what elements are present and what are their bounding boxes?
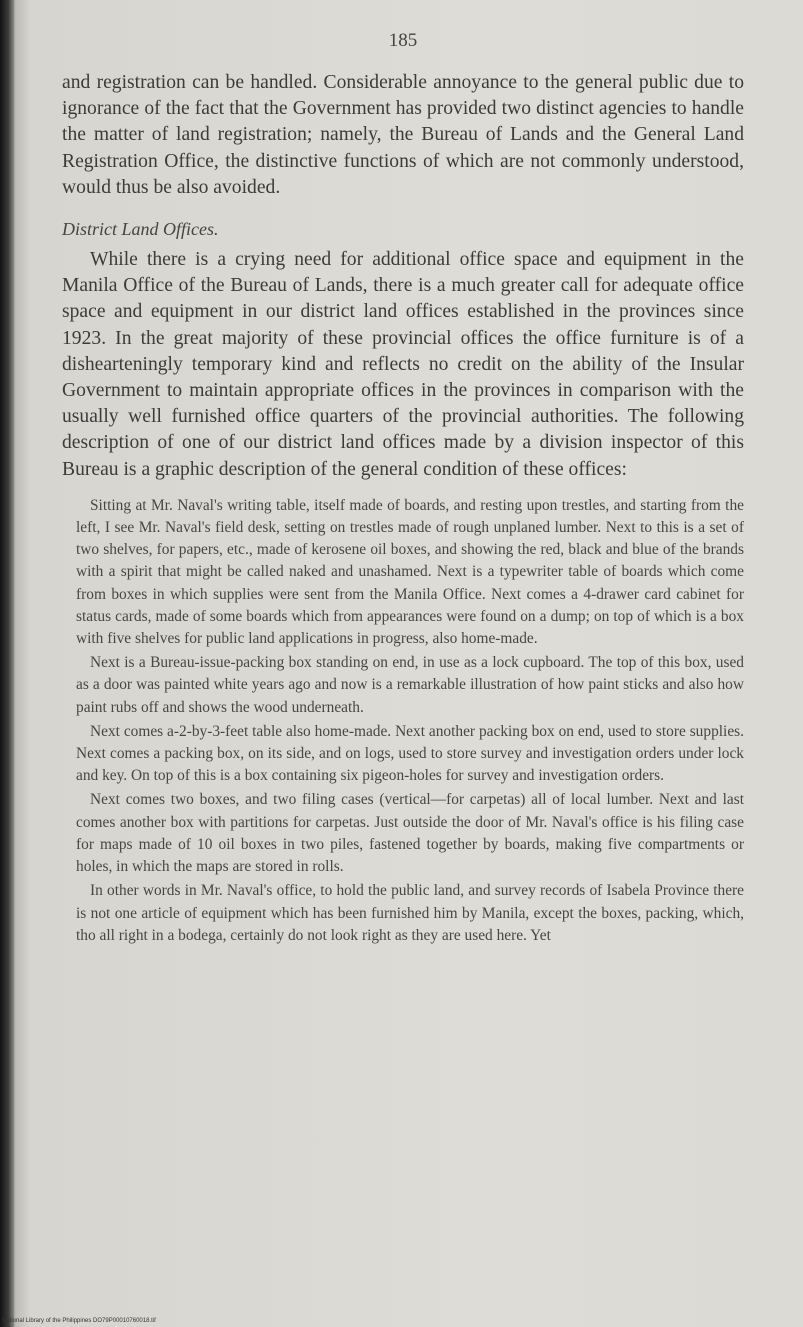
quote-paragraph: Sitting at Mr. Naval's writing table, itself made of boards, and resting upon trestles, and starting from the left, I see Mr. Naval's field desk, setting on trestles made of rough unplaned lumber. Next to this is a set of two shelves, for papers, etc., made of kerosene oil boxes, and showing the red, black and blue of the brands with a spirit that might be called naked and unashamed. Next is a typewriter table of boards which come from boxes in which supplies were sent from the Manila Office. Next comes a 4-drawer card cabinet for status cards, made of some boards which from appearances were found on a dump; on top of which is a box with five shelves for public land applications in progress, also home-made. [76, 496, 744, 648]
scan-footer-note: National Library of the Philippines DO79P00010760018.tif [2, 1318, 156, 1324]
page-number: 185 [388, 30, 418, 51]
quote-paragraph: In other words in Mr. Naval's office, to hold the public land, and survey records of Isabela Province there is not one article of equipment which has been furnished him by Manila, except the boxes, packing, which, tho all right in a bodega, certainly do not look right as they are used here. Yet [76, 882, 744, 944]
quote-paragraph: Next is a Bureau-issue-packing box standing on end, in use as a lock cupboard. The top of this box, used as a door was painted white years ago and now is a remarkable illustration of how paint sticks and also how paint rubs off and shows the wood underneath. [76, 654, 744, 716]
block-quote [76, 495, 744, 947]
quote-paragraph: Next comes a-2-by-3-feet table also home-made. Next another packing box on end, used to store supplies. Next comes a packing box, on its side, and on logs, used to store survey and investigation orders under lock and key. On top of this is a box containing six pigeon-holes for survey and investigation orders. [76, 722, 744, 785]
page-content [62, 30, 744, 949]
paragraph-district-offices: While there is a crying need for additional office space and equipment in the Manila Office of the Bureau of Lands, there is a much greater call for adequate office space and equipment in our district land offices established in the provinces since 1923. In the great majority of these provincial offices the office furniture is of a dishearteningly temporary kind and reflects no credit on the ability of the Insular Government to maintain appropriate offices in the provinces in comparison with the usually well furnished office quarters of the provincial authorities. The following description of one of our district land offices made by a division inspector of this Bureau is a graphic description of the general condition of these offices: [62, 249, 744, 480]
section-heading: District Land Offices. [62, 219, 219, 240]
book-spine-shadow [0, 0, 14, 1327]
paragraph-continuation: and registration can be handled. Considerable annoyance to the general public due to ignorance of the fact that the Government has provided two distinct agencies to handle the matter of land registration; namely, the Bureau of Lands and the General Land Registration Office, the distinctive functions of which are not commonly understood, would thus be also avoided. [62, 72, 744, 198]
quote-paragraph: Next comes two boxes, and two filing cases (vertical—for carpetas) all of local lumber. Next and last comes another box with partitions for carpetas. Just outside the door of Mr. Naval's office is his filing case for maps made of 10 oil boxes in two piles, fastened together by boards, making five compartments or holes, in which the maps are stored in rolls. [76, 791, 744, 876]
